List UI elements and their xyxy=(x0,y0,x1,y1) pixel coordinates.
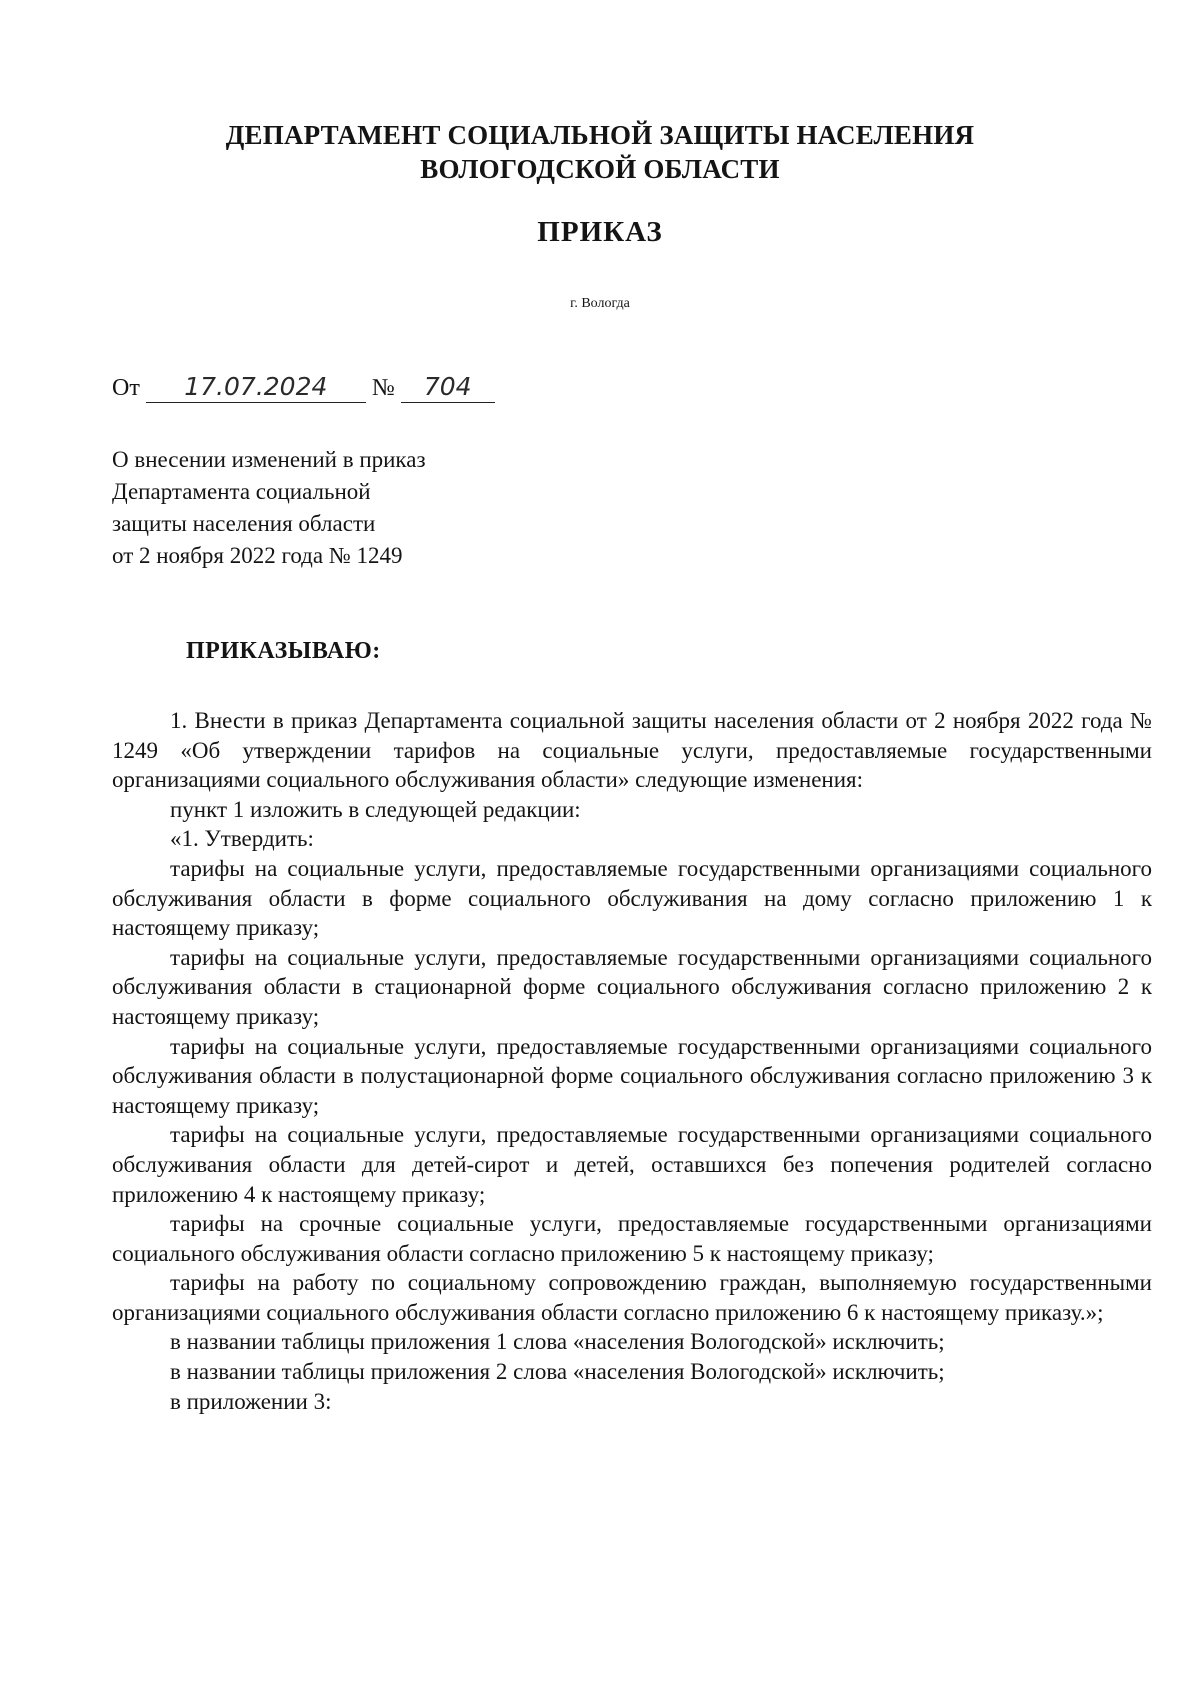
number-label: № xyxy=(371,375,395,401)
order-dateline xyxy=(112,372,495,412)
from-label: От xyxy=(112,375,140,401)
body-paragraph: тарифы на срочные социальные услуги, предоставляемые государственными организациями социального обслуживания области согласно приложению 5 к настоящему приказу; xyxy=(112,1211,1152,1266)
body-paragraph: в приложении 3: xyxy=(170,1388,332,1414)
body-paragraph: в названии таблицы приложения 2 слова «населения Вологодской» исключить; xyxy=(170,1359,945,1385)
body-paragraph: пункт 1 изложить в следующей редакции: xyxy=(170,796,581,822)
order-date: 17.07.2024 xyxy=(146,372,366,403)
orders-heading: ПРИКАЗЫВАЮ: xyxy=(186,638,381,664)
department-header-line-1: ДЕПАРТАМЕНТ СОЦИАЛЬНОЙ ЗАЩИТЫ НАСЕЛЕНИЯ xyxy=(225,120,975,150)
subject-line: Департамента социальной xyxy=(112,479,371,504)
city-label: г. Вологда xyxy=(570,296,630,311)
body-paragraph: в названии таблицы приложения 1 слова «населения Вологодской» исключить; xyxy=(170,1329,945,1355)
body-paragraph: тарифы на социальные услуги, предоставляемые государственными организациями социального обслуживания области в полустационарной форме социального обслуживания согласно приложению 3 к настоящему приказу; xyxy=(112,1033,1152,1118)
subject-line: от 2 ноября 2022 года № 1249 xyxy=(112,543,403,568)
order-subject xyxy=(112,444,612,572)
department-header xyxy=(0,118,1200,186)
department-header-line-2: ВОЛОГОДСКОЙ ОБЛАСТИ xyxy=(420,154,780,184)
body-paragraph: тарифы на социальные услуги, предоставляемые государственными организациями социального обслуживания области в форме социального обслуживания на дому согласно приложению 1 к настоящему приказу; xyxy=(112,855,1152,941)
body-paragraph: тарифы на социальные услуги, предоставляемые государственными организациями социального обслуживания области для детей-сирот и детей, оставшихся без попечения родителей согласно приложению 4 к настоящему приказу; xyxy=(112,1122,1152,1207)
body-paragraph: тарифы на социальные услуги, предоставляемые государственными организациями социального обслуживания области в стационарной форме социального обслуживания согласно приложению 2 к настоящему приказу; xyxy=(112,944,1152,1029)
subject-line: О внесении изменений в приказ xyxy=(112,447,426,472)
order-number: 704 xyxy=(401,372,495,403)
document-type-title: ПРИКАЗ xyxy=(537,216,663,248)
order-body xyxy=(112,706,1152,1416)
body-paragraph: 1. Внести в приказ Департамента социальной защиты населения области от 2 ноября 2022 года № 1249 «Об утверждении тарифов на социальные услуги, предоставляемые государственными организациями социального обслуживания области» следующие изменения: xyxy=(112,708,1152,793)
subject-line: защиты населения области xyxy=(112,511,376,536)
body-paragraph: «1. Утвердить: xyxy=(170,826,314,852)
body-paragraph: тарифы на работу по социальному сопровождению граждан, выполняемую государственными организациями социального обслуживания области согласно приложению 6 к настоящему приказу.»; xyxy=(112,1270,1152,1325)
